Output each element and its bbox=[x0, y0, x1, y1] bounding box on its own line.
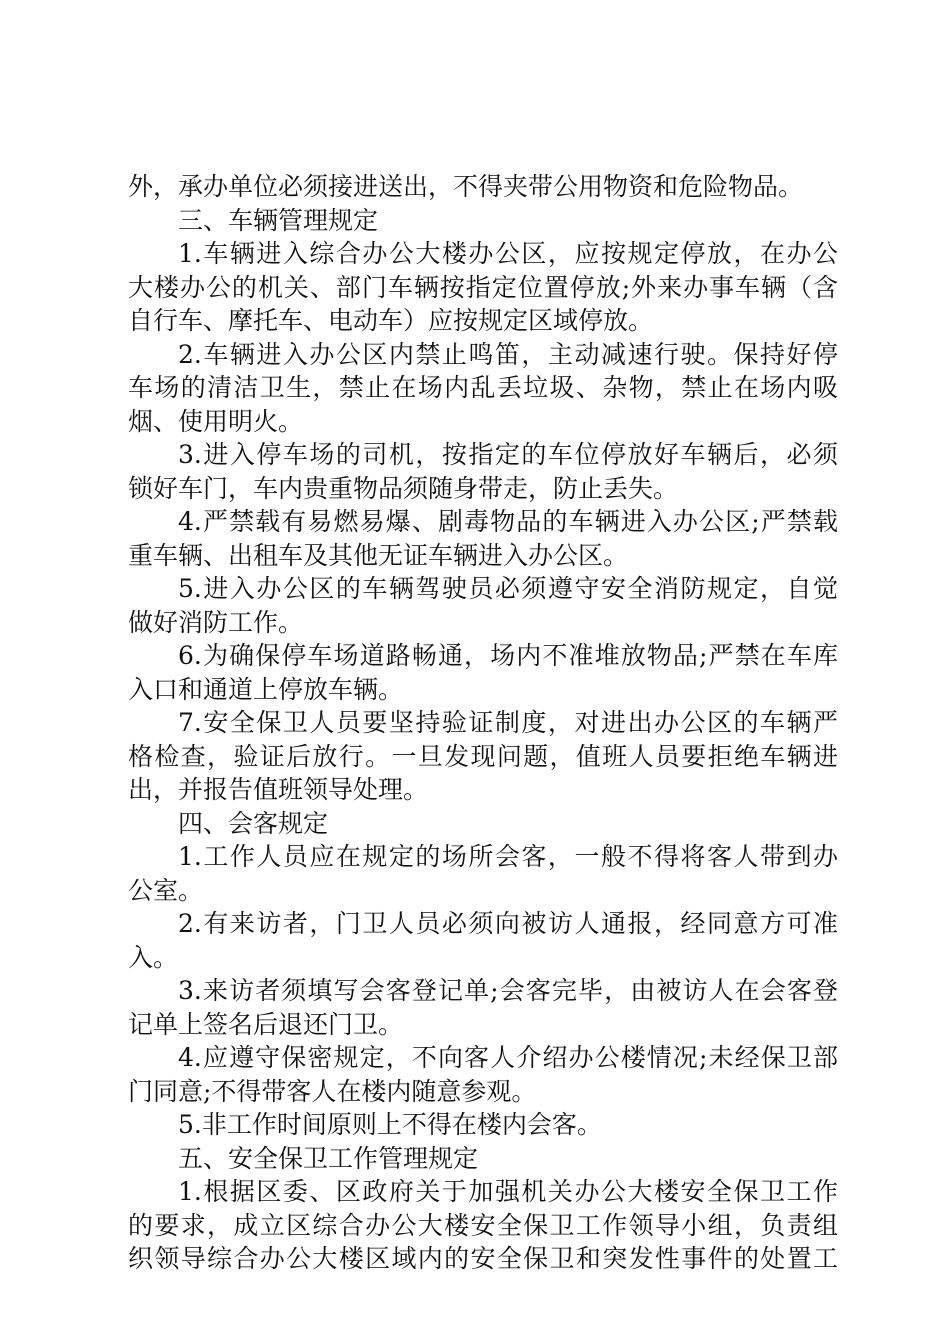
text-line: 重车辆、出租车及其他无证车辆进入办公区。 bbox=[128, 540, 629, 570]
text-line: 五、安全保卫工作管理规定 bbox=[178, 1143, 479, 1173]
text-line: 5.非工作时间原则上不得在楼内会客。 bbox=[178, 1110, 602, 1139]
text-line: 出，并报告值班领导处理。 bbox=[128, 775, 429, 804]
text-line: 1.工作人员应在规定的场所会客，一般不得将客人带到办 bbox=[178, 842, 838, 871]
text-line: 入口和通道上停放车辆。 bbox=[128, 674, 404, 704]
text-line: 织领导综合办公大楼区域内的安全保卫和突发性事件的处置工 bbox=[128, 1244, 838, 1273]
text-line: 2.有来访者，门卫人员必须向被访人通报，经同意方可准 bbox=[178, 909, 838, 938]
text-line: 5.进入办公区的车辆驾驶员必须遵守安全消防规定，自觉 bbox=[178, 574, 838, 603]
document-body bbox=[128, 170, 838, 1276]
text-line: 入。 bbox=[128, 942, 179, 972]
text-line: 三、车辆管理规定 bbox=[178, 205, 379, 235]
text-line: 格检查，验证后放行。一旦发现问题，值班人员要拒绝车辆进 bbox=[128, 741, 838, 771]
text-line: 3.进入停车场的司机，按指定的车位停放好车辆后，必须 bbox=[178, 440, 838, 469]
text-line: 大楼办公的机关、部门车辆按指定位置停放;外来办事车辆（含 bbox=[128, 272, 838, 302]
text-line: 7.安全保卫人员要坚持验证制度，对进出办公区的车辆严 bbox=[178, 708, 838, 737]
text-line: 的要求，成立区综合办公大楼安全保卫工作领导小组，负责组 bbox=[128, 1210, 838, 1240]
text-line: 公室。 bbox=[128, 875, 204, 905]
text-line: 车场的清洁卫生，禁止在场内乱丢垃圾、杂物，禁止在场内吸 bbox=[128, 373, 838, 402]
text-line: 4.应遵守保密规定，不向客人介绍办公楼情况;未经保卫部 bbox=[178, 1043, 838, 1072]
text-line: 6.为确保停车场道路畅通，场内不准堆放物品;严禁在车库 bbox=[178, 641, 838, 670]
text-line: 记单上签名后退还门卫。 bbox=[128, 1009, 404, 1039]
text-line: 3.来访者须填写会客登记单;会客完毕，由被访人在会客登 bbox=[178, 976, 838, 1005]
text-line: 4.严禁载有易燃易爆、剧毒物品的车辆进入办公区;严禁载 bbox=[178, 507, 838, 536]
text-line: 四、会客规定 bbox=[178, 808, 329, 838]
text-line: 1.车辆进入综合办公大楼办公区，应按规定停放，在办公 bbox=[178, 239, 838, 268]
text-line: 锁好车门，车内贵重物品须随身带走，防止丢失。 bbox=[128, 473, 679, 503]
text-line: 自行车、摩托车、电动车）应按规定区域停放。 bbox=[128, 306, 654, 335]
text-line: 外，承办单位必须接进送出，不得夹带公用物资和危险物品。 bbox=[128, 172, 804, 201]
text-line: 门同意;不得带客人在楼内随意参观。 bbox=[128, 1076, 537, 1106]
text-line: 2.车辆进入办公区内禁止鸣笛，主动减速行驶。保持好停 bbox=[178, 339, 838, 369]
text-line: 做好消防工作。 bbox=[128, 607, 304, 637]
text-line: 烟、使用明火。 bbox=[128, 406, 304, 436]
text-line: 1.根据区委、区政府关于加强机关办公大楼安全保卫工作 bbox=[178, 1177, 838, 1206]
